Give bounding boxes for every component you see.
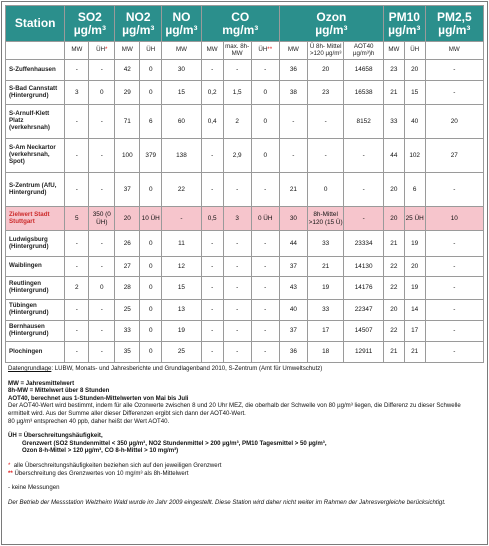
star-note-1: * alle Überschreitungshäufigkeiten beziehen sich auf den jeweiligen Grenzwert: [8, 462, 222, 470]
table-cell: -: [89, 60, 115, 81]
so2-mw-header: MW: [65, 42, 89, 60]
table-cell: 40: [279, 300, 307, 321]
co-uh-header: ÜH**: [251, 42, 279, 60]
limits-line-2: Ozon 8-h-Mittel > 120 µg/m³, CO 8-h-Mittel > 10 mg/m³): [22, 447, 179, 455]
table-cell: -: [425, 277, 483, 300]
table-body: [6, 60, 484, 363]
table-cell: 33: [115, 321, 140, 342]
table-cell: -: [89, 300, 115, 321]
aot-ppb-note: 80 µg/m³ entsprechen 40 ppb, daher heißt der Wert AOT40.: [8, 417, 170, 425]
station-name: S-Bad Cannstatt (Hintergrund): [6, 81, 65, 105]
no2-mw-header: MW: [115, 42, 140, 60]
table-cell: 12: [162, 257, 202, 277]
table-cell: -: [65, 300, 89, 321]
table-cell: 33: [307, 231, 343, 257]
table-cell: 21: [383, 81, 404, 105]
station-name: Ludwigsburg (Hintergrund): [6, 231, 65, 257]
table-cell: -: [425, 342, 483, 363]
star-note-2: ** Überschreitung des Grenzwertes von 10 mg/m³ als 8h-Mittelwert: [8, 469, 189, 477]
table-cell: 350 (0 ÜH): [89, 207, 115, 231]
notes-section: [8, 365, 482, 507]
table-cell: 13: [162, 300, 202, 321]
table-cell: 38: [279, 81, 307, 105]
table-cell: 14130: [344, 257, 384, 277]
table-cell: -: [251, 257, 279, 277]
table-row: [6, 300, 484, 321]
table-cell: 30: [279, 207, 307, 231]
table-cell: -: [223, 173, 251, 207]
table-cell: -: [201, 277, 223, 300]
table-cell: 35: [115, 342, 140, 363]
table-cell: -: [425, 231, 483, 257]
table-cell: -: [89, 173, 115, 207]
table-cell: 10 ÜH: [140, 207, 162, 231]
table-cell: -: [201, 257, 223, 277]
target-value-row: [6, 207, 484, 231]
no-header: NO µg/m³: [162, 6, 202, 42]
station-name: S-Zuffenhausen: [6, 60, 65, 81]
station-name: Plochingen: [6, 342, 65, 363]
table-cell: -: [89, 342, 115, 363]
table-cell: 21: [383, 231, 404, 257]
table-row: [6, 173, 484, 207]
table-cell: 22: [162, 173, 202, 207]
table-cell: 0,2: [201, 81, 223, 105]
table-cell: 26: [115, 231, 140, 257]
pm25-header: PM2,5 µg/m³: [425, 6, 483, 42]
station-name: S-Am Neckartor (verkehrsnah, Spot): [6, 139, 65, 173]
table-cell: -: [251, 321, 279, 342]
table-cell: -: [344, 139, 384, 173]
table-cell: 14: [404, 300, 425, 321]
table-row: [6, 257, 484, 277]
pm10-mw-header: MW: [383, 42, 404, 60]
table-cell: 30: [162, 60, 202, 81]
table-row: [6, 60, 484, 81]
table-cell: 12911: [344, 342, 384, 363]
table-cell: -: [307, 139, 343, 173]
table-cell: -: [425, 321, 483, 342]
table-cell: -: [223, 60, 251, 81]
table-cell: 36: [279, 60, 307, 81]
station-name: S-Zentrum (AfU, Hintergrund): [6, 173, 65, 207]
table-cell: -: [344, 173, 384, 207]
table-row: [6, 342, 484, 363]
table-cell: 19: [404, 277, 425, 300]
table-cell: -: [307, 105, 343, 139]
table-cell: -: [223, 321, 251, 342]
table-row: [6, 277, 484, 300]
table-cell: -: [251, 231, 279, 257]
table-cell: 20: [404, 60, 425, 81]
no-measurement-note: - keine Messungen: [8, 484, 60, 492]
table-cell: -: [223, 231, 251, 257]
table-cell: -: [201, 300, 223, 321]
station-sub-blank: [6, 42, 65, 60]
table-cell: 71: [115, 105, 140, 139]
table-cell: 0 ÜH: [251, 207, 279, 231]
table-cell: 23: [383, 60, 404, 81]
table-cell: 5: [65, 207, 89, 231]
table-cell: 18: [307, 342, 343, 363]
table-cell: -: [223, 342, 251, 363]
table-cell: 40: [404, 105, 425, 139]
table-cell: 17: [307, 321, 343, 342]
welzheim-note: Der Betrieb der Messstation Welzheim Wald wurde im Jahr 2009 eingestellt. Diese Station wird daher nicht weiter im Rahmen der Jahresvergleiche berücksichtigt.: [8, 498, 446, 506]
table-cell: -: [65, 231, 89, 257]
table-cell: 29: [115, 81, 140, 105]
table-cell: 19: [307, 277, 343, 300]
station-name: Waiblingen: [6, 257, 65, 277]
table-cell: -: [201, 139, 223, 173]
table-row: [6, 105, 484, 139]
table-cell: -: [89, 139, 115, 173]
document-frame: [1, 1, 488, 545]
table-cell: 14507: [344, 321, 384, 342]
table-cell: 33: [383, 105, 404, 139]
table-cell: -: [201, 231, 223, 257]
table-cell: -: [201, 342, 223, 363]
table-cell: -: [251, 277, 279, 300]
table-cell: -: [251, 342, 279, 363]
pm25-mw-header: MW: [425, 42, 483, 60]
co-max-header: max. 8h-MW: [223, 42, 251, 60]
no-mw-header: MW: [162, 42, 202, 60]
table-cell: 1,5: [223, 81, 251, 105]
table-cell: 37: [279, 257, 307, 277]
table-cell: 25 ÜH: [404, 207, 425, 231]
no2-header: NO2 µg/m³: [115, 6, 162, 42]
table-cell: 20: [425, 105, 483, 139]
table-cell: 22347: [344, 300, 384, 321]
table-cell: 0: [251, 105, 279, 139]
aot-description: Der AOT40-Wert wird bestimmt, indem für alle Ozonwerte zwischen 8 und 20 Uhr MEZ, die oberhalb der Schwelle von 80 µg/m³ liegen, die Differenz zu dieser Schwelle ermittelt wird. Aus der Summe aller dieser Differenzen ergibt sich dann der AOT40-Wert.: [8, 402, 461, 418]
table-cell: 138: [162, 139, 202, 173]
source-note: Datengrundlage: LUBW, Monats- und Jahresberichte und Grundlagenband 2010, S-Zentrum (Amt für Umweltschutz): [8, 365, 323, 372]
table-cell: 22: [383, 321, 404, 342]
table-cell: 0: [140, 60, 162, 81]
sub-header-row: [6, 42, 484, 60]
table-cell: -: [89, 231, 115, 257]
limits-line-1: Grenzwert (SO2 Stundenmittel < 350 µg/m³, NO2 Stundenmittel > 200 µg/m³, PM10 Tagesmittel > 50 µg/m³,: [22, 439, 327, 447]
table-cell: 37: [279, 321, 307, 342]
table-cell: -: [162, 207, 202, 231]
station-name: Reutlingen (Hintergrund): [6, 277, 65, 300]
table-cell: 0,4: [201, 105, 223, 139]
table-cell: 27: [115, 257, 140, 277]
table-cell: -: [251, 60, 279, 81]
table-cell: -: [201, 173, 223, 207]
table-cell: 19: [404, 231, 425, 257]
table-cell: 0: [307, 173, 343, 207]
table-cell: -: [65, 60, 89, 81]
table-cell: -: [223, 257, 251, 277]
table-cell: 6: [404, 173, 425, 207]
table-cell: -: [425, 257, 483, 277]
table-cell: 17: [404, 321, 425, 342]
ozon-header: Ozon µg/m³: [279, 6, 383, 42]
so2-header: SO2 µg/m³: [65, 6, 115, 42]
table-cell: 14658: [344, 60, 384, 81]
station-name: S-Arnulf-Klett Platz (verkehrsnah): [6, 105, 65, 139]
group-header-row: [6, 6, 484, 42]
table-cell: 15: [404, 81, 425, 105]
co-mw-header: MW: [201, 42, 223, 60]
table-cell: -: [89, 321, 115, 342]
table-cell: -: [223, 277, 251, 300]
table-cell: -: [65, 139, 89, 173]
table-cell: 8152: [344, 105, 384, 139]
table-cell: 20: [383, 300, 404, 321]
table-cell: 21: [404, 342, 425, 363]
table-cell: 11: [162, 231, 202, 257]
table-cell: 23334: [344, 231, 384, 257]
table-cell: -: [201, 60, 223, 81]
table-cell: 0: [140, 321, 162, 342]
table-cell: 60: [162, 105, 202, 139]
table-cell: -: [65, 173, 89, 207]
table-cell: 16538: [344, 81, 384, 105]
table-cell: -: [279, 105, 307, 139]
co-header: CO mg/m³: [201, 6, 279, 42]
table-cell: 28: [115, 277, 140, 300]
table-cell: -: [89, 257, 115, 277]
table-cell: 22: [383, 257, 404, 277]
table-cell: 100: [115, 139, 140, 173]
mw-note: MW = Jahresmittelwert: [8, 379, 75, 387]
table-cell: 19: [162, 321, 202, 342]
table-cell: 0: [140, 231, 162, 257]
table-cell: 25: [162, 342, 202, 363]
table-cell: 20: [383, 173, 404, 207]
table-cell: 33: [307, 300, 343, 321]
no2-uh-header: ÜH: [140, 42, 162, 60]
table-cell: -: [65, 321, 89, 342]
table-cell: -: [65, 257, 89, 277]
table-cell: 0: [140, 173, 162, 207]
table-cell: 44: [279, 231, 307, 257]
table-cell: 21: [279, 173, 307, 207]
table-cell: 102: [404, 139, 425, 173]
table-cell: 22: [383, 277, 404, 300]
station-name: Tübingen (Hintergrund): [6, 300, 65, 321]
table-cell: -: [65, 105, 89, 139]
table-cell: -: [251, 173, 279, 207]
so2-uh-header: ÜH*: [89, 42, 115, 60]
table-cell: -: [425, 81, 483, 105]
table-row: [6, 139, 484, 173]
table-cell: 10: [425, 207, 483, 231]
table-cell: -: [425, 173, 483, 207]
table-cell: 0: [140, 277, 162, 300]
h8-note: 8h-MW = Mittelwert über 8 Stunden: [8, 387, 110, 395]
station-name: Bernhausen (Hintergrund): [6, 321, 65, 342]
aot-note: AOT40, berechnet aus 1-Stunden-Mittelwerten von Mai bis Juli: [8, 394, 189, 402]
table-cell: 43: [279, 277, 307, 300]
table-cell: 20: [404, 257, 425, 277]
table-cell: 37: [115, 173, 140, 207]
table-cell: -: [65, 342, 89, 363]
table-cell: 3: [223, 207, 251, 231]
pm10-header: PM10 µg/m³: [383, 6, 425, 42]
table-cell: 0: [251, 139, 279, 173]
table-cell: -: [201, 321, 223, 342]
table-cell: -: [425, 60, 483, 81]
table-cell: 0: [89, 81, 115, 105]
table-cell: 42: [115, 60, 140, 81]
air-quality-table: [5, 5, 484, 363]
table-cell: 0,5: [201, 207, 223, 231]
table-cell: 23: [307, 81, 343, 105]
table-cell: 21: [307, 257, 343, 277]
table-cell: 0: [251, 81, 279, 105]
table-cell: 0: [140, 257, 162, 277]
table-cell: 0: [140, 81, 162, 105]
table-cell: 0: [140, 300, 162, 321]
table-cell: 8h-Mittel >120 (15 Ü): [307, 207, 343, 231]
table-cell: 0: [140, 342, 162, 363]
table-cell: 2: [65, 277, 89, 300]
table-cell: -: [344, 207, 384, 231]
table-cell: 15: [162, 277, 202, 300]
table-row: [6, 321, 484, 342]
table-cell: 25: [115, 300, 140, 321]
table-row: [6, 81, 484, 105]
table-cell: 15: [162, 81, 202, 105]
table-cell: -: [279, 139, 307, 173]
uh-note: ÜH = Überschreitungshäufigkeit,: [8, 432, 103, 440]
table-cell: 2: [223, 105, 251, 139]
o3-aot-header: AOT40 µg/m³)h: [344, 42, 384, 60]
o3-uh-header: Ü 8h- Mittel >120 µg/m³: [307, 42, 343, 60]
table-cell: 0: [89, 277, 115, 300]
table-cell: 6: [140, 105, 162, 139]
table-cell: 3: [65, 81, 89, 105]
table-cell: -: [223, 300, 251, 321]
table-cell: 20: [115, 207, 140, 231]
table-cell: -: [425, 300, 483, 321]
table-cell: -: [89, 105, 115, 139]
o3-mw-header: MW: [279, 42, 307, 60]
table-cell: 27: [425, 139, 483, 173]
table-cell: -: [251, 300, 279, 321]
table-cell: 14176: [344, 277, 384, 300]
station-name: Zielwert Stadt Stuttgart: [6, 207, 65, 231]
table-cell: 2,9: [223, 139, 251, 173]
table-cell: 20: [383, 207, 404, 231]
table-row: [6, 231, 484, 257]
table-cell: 36: [279, 342, 307, 363]
table-cell: 379: [140, 139, 162, 173]
table-cell: 21: [383, 342, 404, 363]
table-cell: 20: [307, 60, 343, 81]
table-cell: 44: [383, 139, 404, 173]
pm10-uh-header: ÜH: [404, 42, 425, 60]
station-header: Station: [6, 6, 65, 42]
